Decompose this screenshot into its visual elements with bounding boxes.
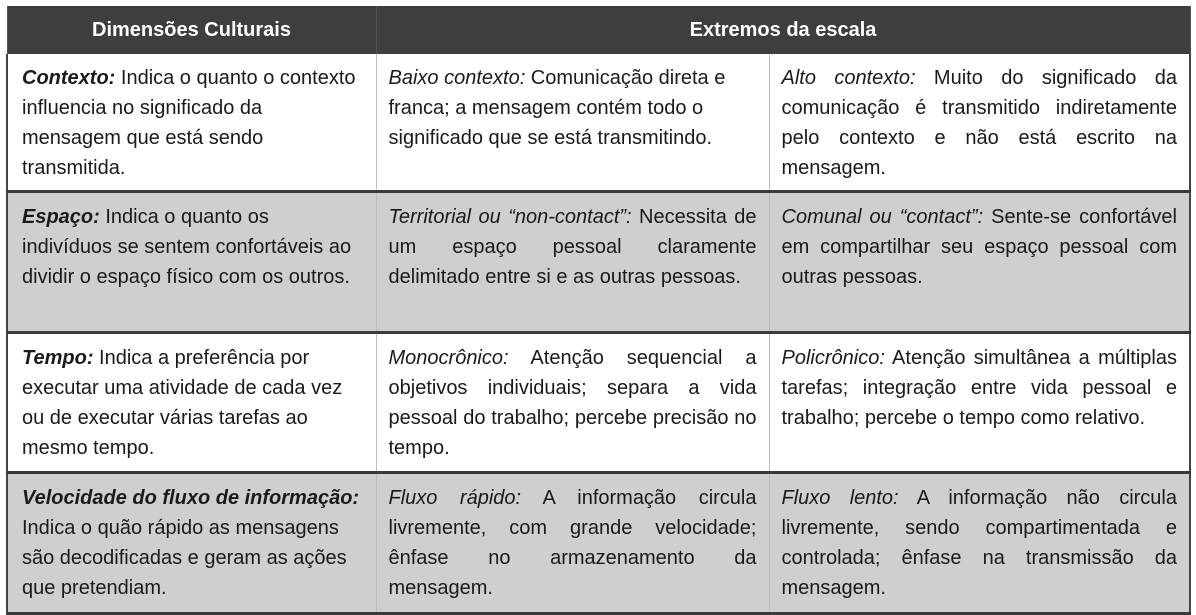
low-extreme-cell bbox=[376, 473, 769, 614]
high-extreme-cell bbox=[769, 473, 1190, 614]
low-extreme-term: Fluxo rápido: bbox=[388, 487, 522, 509]
header-scale-extremes: Extremos da escala bbox=[376, 6, 1190, 54]
high-extreme-description: Muito do significado da comunicação é transmitido indiretamente pelo contexto e não está escrito na mensagem. bbox=[781, 67, 1177, 179]
high-extreme-description: A informação não circula livremente, sendo compartimentada e controlada; ênfase na transmissão da mensagem. bbox=[781, 487, 1177, 599]
dimension-term: Tempo: bbox=[22, 347, 94, 369]
dimension-description: Indica o quanto o contexto influencia no significado da mensagem que está sendo transmitida. bbox=[22, 67, 356, 179]
high-extreme-description: Sente-se confortável em compartilhar seu espaço pessoal com outras pessoas. bbox=[781, 206, 1177, 288]
table-row bbox=[7, 333, 1190, 473]
low-extreme-cell bbox=[376, 192, 769, 333]
low-extreme-term: Baixo contexto: bbox=[388, 67, 526, 89]
table-row bbox=[7, 54, 1190, 192]
dimension-term: Contexto: bbox=[22, 67, 116, 89]
high-extreme-cell bbox=[769, 54, 1190, 192]
high-extreme-description: Atenção simultânea a múltiplas tarefas; integração entre vida pessoal e trabalho; percebe o tempo como relativo. bbox=[781, 347, 1177, 429]
low-extreme-term: Monocrônico: bbox=[388, 347, 509, 369]
dimension-cell bbox=[7, 333, 376, 473]
high-extreme-cell bbox=[769, 192, 1190, 333]
dimension-cell bbox=[7, 473, 376, 614]
low-extreme-cell bbox=[376, 54, 769, 192]
low-extreme-description: Atenção sequencial a objetivos individuais; separa a vida pessoal do trabalho; percebe precisão no tempo. bbox=[388, 347, 757, 459]
table-row bbox=[7, 473, 1190, 614]
header-dimensions: Dimensões Culturais bbox=[7, 6, 376, 54]
dimension-cell bbox=[7, 192, 376, 333]
dimension-description: Indica a preferência por executar uma atividade de cada vez ou de executar várias tarefas ao mesmo tempo. bbox=[22, 347, 343, 459]
low-extreme-cell bbox=[376, 333, 769, 473]
high-extreme-term: Policrônico: bbox=[781, 347, 885, 369]
high-extreme-cell bbox=[769, 333, 1190, 473]
cultural-dimensions-table bbox=[6, 6, 1191, 615]
low-extreme-description: A informação circula livremente, com grande velocidade; ênfase no armazenamento da mensagem. bbox=[388, 487, 757, 599]
dimension-cell bbox=[7, 54, 376, 192]
dimension-description: Indica o quão rápido as mensagens são decodificadas e geram as ações que pretendiam. bbox=[22, 517, 347, 599]
low-extreme-term: Territorial ou “non-contact”: bbox=[388, 206, 632, 228]
high-extreme-term: Fluxo lento: bbox=[781, 487, 899, 509]
low-extreme-description: Comunicação direta e franca; a mensagem contém todo o significado que se está transmitindo. bbox=[388, 67, 726, 149]
dimension-description: Indica o quanto os indivíduos se sentem confortáveis ao dividir o espaço físico com os outros. bbox=[22, 206, 352, 288]
low-extreme-description: Necessita de um espaço pessoal claramente delimitado entre si e as outras pessoas. bbox=[388, 206, 757, 288]
dimension-term: Velocidade do fluxo de informação: bbox=[22, 487, 360, 509]
high-extreme-term: Alto contexto: bbox=[781, 67, 916, 89]
dimension-term: Espaço: bbox=[22, 206, 100, 228]
high-extreme-term: Comunal ou “contact”: bbox=[781, 206, 984, 228]
table-row bbox=[7, 192, 1190, 333]
header-row bbox=[7, 6, 1190, 54]
